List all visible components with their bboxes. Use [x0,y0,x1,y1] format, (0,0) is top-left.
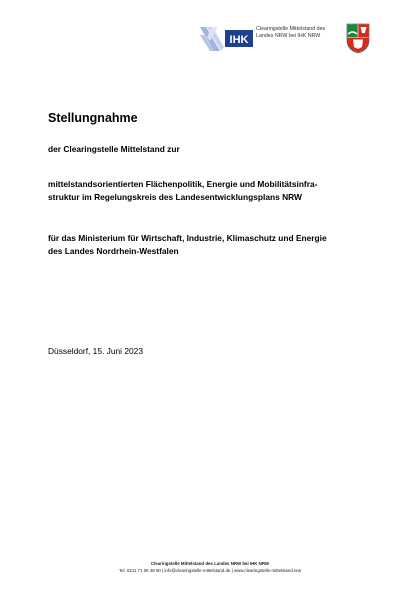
document-title: Stellungnahme [48,111,138,125]
nrw-crest-icon [345,22,371,54]
clearing-line-1: Clearingstelle Mittelstand des [256,26,326,32]
svg-text:IHK: IHK [229,34,249,46]
document-subject [48,178,378,204]
footer-line-1: Clearingstelle Mittelstand des Landes NRW bei IHK NRW [150,561,270,566]
page-footer [0,560,420,574]
recipient-line-1: für das Ministerium für Wirtschaft, Industrie, Klimaschutz und Energie [48,233,327,243]
letterhead [198,22,398,56]
clearing-line-2: Landes NRW bei IHK NRW [256,33,321,39]
document-recipient [48,232,378,258]
ihk-logo [198,23,254,53]
subject-line-2: struktur im Regelungskreis des Landesentwicklungsplans NRW [48,192,302,202]
document-date: Düsseldorf, 15. Juni 2023 [48,346,143,356]
recipient-line-2: des Landes Nordrhein-Westfalen [48,246,179,256]
footer-line-2: Tel. 0211 71 06 48 90 | info@clearingstelle-mittelstand.de | www.clearingstelle-mittelstand.nrw [118,568,302,573]
document-subtitle-author: der Clearingstelle Mittelstand zur [48,144,180,154]
clearingstelle-name [256,26,346,40]
subject-line-1: mittelstandsorientierten Flächenpolitik, Energie und Mobilitätsinfra- [48,179,318,189]
